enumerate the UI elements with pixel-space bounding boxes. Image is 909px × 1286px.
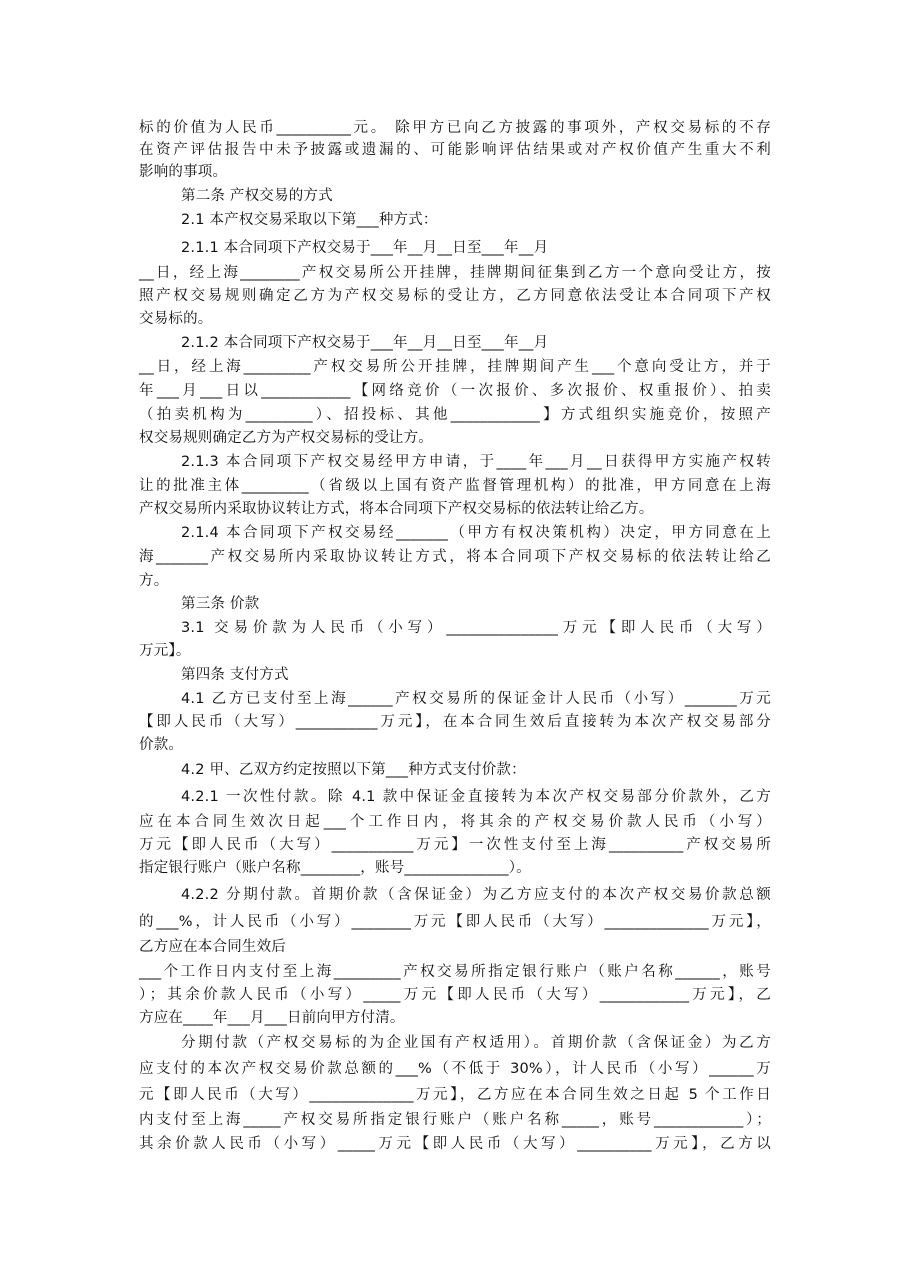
document-line: 第四条 支付方式: [181, 667, 289, 683]
document-line: 交易标的。: [139, 311, 213, 327]
document-line: 2.1.3 本合同项下产权交易经甲方申请，于____年___月__日获得甲方实施产权转: [181, 454, 771, 470]
document-line: 方。: [139, 573, 169, 589]
document-line: 分期付款（产权交易标的为企业国有产权适用）。首期价款（含保证金）为乙方: [181, 1035, 771, 1051]
document-line: 2.1 本产权交易采取以下第___种方式：: [181, 212, 438, 228]
document-line: 3.1 交易价款为人民币（小写）_______________万元【即人民币（大写）: [181, 620, 771, 636]
document-line: 第二条 产权交易的方式: [181, 188, 333, 204]
document-line: 影响的事项。: [139, 164, 228, 180]
document-line: 【即人民币（大写）___________万元】，在本合同生效后直接转为本次产权交易部分: [139, 714, 771, 730]
document-line: 万元】。: [139, 643, 191, 659]
document-line: 应在本合同生效次日起___个工作日内，将其余的产权交易价款人民币（小写）: [139, 814, 771, 830]
document-line: 第三条 价款: [181, 596, 260, 612]
document-line: ___个工作日内支付至上海_________产权交易所指定银行账户（账户名称______，账号: [139, 964, 771, 980]
document-line: __日，经上海________产权交易所公开挂牌，挂牌期间征集到乙方一个意向受让方，按: [139, 265, 771, 281]
document-line: 应支付的本次产权交易价款总额的___%（不低于 30%），计人民币（小写）______万: [139, 1061, 771, 1077]
document-line: 4.2 甲、乙双方约定按照以下第___种方式支付价款：: [181, 762, 526, 778]
document-line: 产权交易所内采取协议转让方式，将本合同项下产权交易标的依法转让给乙方。: [139, 501, 654, 517]
document-line: 元【即人民币（大写）______________万元】，乙方应在本合同生效之日起 5 个工作日: [139, 1087, 771, 1103]
document-line: 指定银行账户（账户名称________，账号______________）。: [139, 860, 531, 876]
document-line: 4.2.2 分期付款。首期价款（含保证金）为乙方应支付的本次产权交易价款总额: [181, 887, 771, 903]
document-line: 2.1.2 本合同项下产权交易于___年__月__日至___年__月: [181, 335, 549, 351]
document-line: 的___%，计人民币（小写）________万元【即人民币（大写）______________万元】，: [139, 914, 771, 930]
document-line: 在资产评估报告中未予披露或遗漏的、可能影响评估结果或对产权价值产生重大不利: [139, 142, 771, 158]
document-line: 内支付至上海_____产权交易所指定银行账户（账户名称_____，账号____________）；: [139, 1112, 771, 1128]
document-line: 标的价值为人民币__________元。 除甲方已向乙方披露的事项外，产权交易标的不存: [139, 120, 771, 136]
document-line: 乙方应在本合同生效后: [139, 939, 286, 955]
document-line: 2.1.4 本合同项下产权交易经_______（甲方有权决策机构）决定，甲方同意在上: [181, 525, 771, 541]
document-line: 4.1 乙方已支付至上海______产权交易所的保证金计人民币（小写）_______万元: [181, 691, 771, 707]
document-line: 方应在____年___月___日前向甲方付清。: [139, 1010, 405, 1026]
document-line: 照产权交易规则确定乙方为产权交易标的受让方，乙方同意依法受让本合同项下产权: [139, 288, 771, 304]
document-line: ）；其余价款人民币（小写）_____万元【即人民币（大写）____________万元】，乙: [139, 987, 771, 1003]
document-line: __日，经上海_________产权交易所公开挂牌，挂牌期间产生___个意向受让方，并于: [139, 359, 771, 375]
document-line: 让的批准主体_________（省级以上国有资产监督管理机构）的批准，甲方同意在上海: [139, 478, 771, 494]
document-line: 4.2.1 一次性付款。除 4.1 款中保证金直接转为本次产权交易部分价款外，乙方: [181, 789, 771, 805]
document-line: 万元【即人民币（大写）___________万元】一次性支付至上海__________产权交易所: [139, 837, 771, 853]
document-line: 海_______产权交易所内采取协议转让方式，将本合同项下产权交易标的依法转让给乙: [139, 549, 771, 565]
document-line: 2.1.1 本合同项下产权交易于___年__月__日至___年__月: [181, 240, 549, 256]
document-line: 权交易规则确定乙方为产权交易标的受让方。: [139, 430, 433, 446]
document-line: 价款。: [139, 737, 184, 753]
document-line: （拍卖机构为_________）、招投标、其他____________】方式组织实施竞价，按照产: [139, 407, 771, 423]
document-line: 年___月___日以____________【网络竞价（一次报价、多次报价、权重报价）、拍卖: [139, 383, 771, 399]
document-line: 其余价款人民币（小写）_____万元【即人民币（大写）__________万元】，乙方以: [139, 1136, 771, 1152]
